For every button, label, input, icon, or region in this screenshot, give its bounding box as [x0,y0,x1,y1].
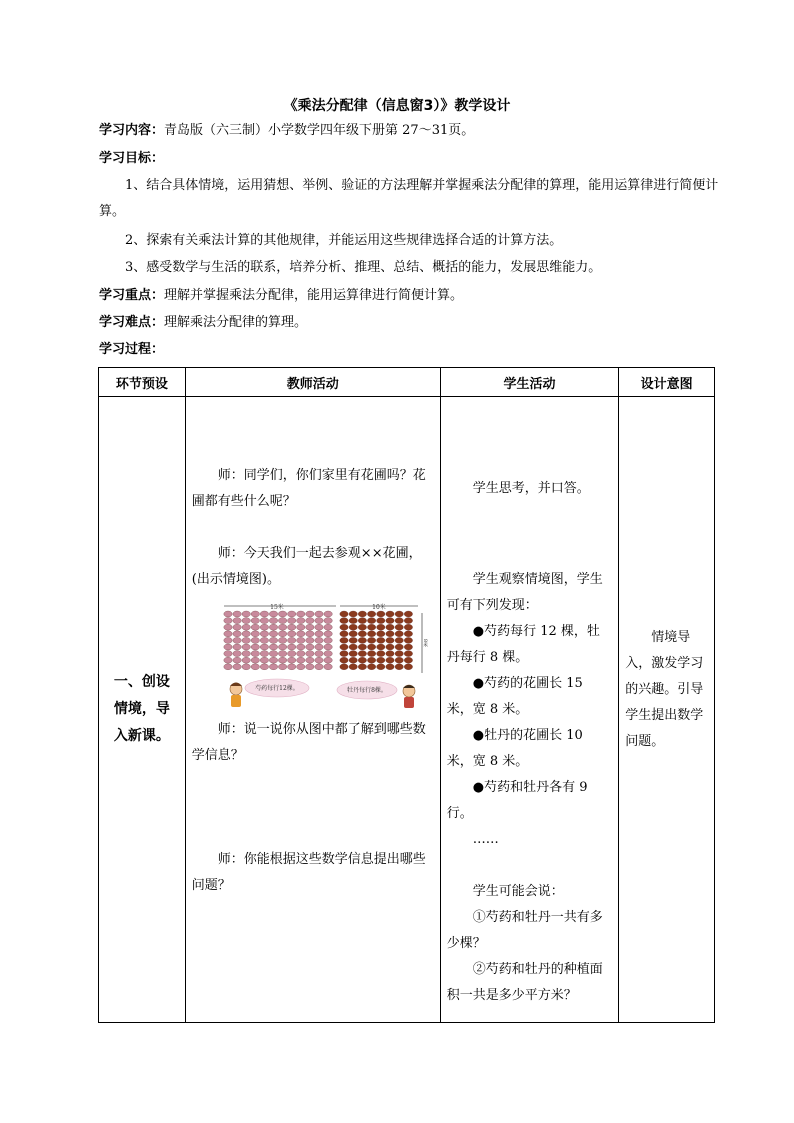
flower-mark [367,637,375,643]
flower-mark [367,657,375,663]
flower-mark [340,644,348,650]
flower-mark [315,651,323,657]
flower-mark [315,637,323,643]
flower-mark [404,618,412,624]
flower-mark [296,618,304,624]
flower-mark [349,618,357,624]
table-row [99,397,715,1023]
header-student: 学生活动 [440,368,618,397]
table-header-row [99,368,715,397]
flower-mark [324,624,332,630]
flower-mark [367,651,375,657]
flower-mark [395,611,403,617]
flower-mark [349,637,357,643]
flower-mark [278,644,286,650]
flower-mark [242,618,250,624]
flower-mark [386,657,394,663]
flower-mark [404,611,412,617]
flower-mark [251,664,259,670]
flower-mark [260,611,268,617]
flower-mark [349,651,357,657]
flower-mark [296,637,304,643]
goal-item: 2、探索有关乘法计算的其他规律，并能运用这些规律选择合适的计算方法。 [125,233,563,248]
flower-mark [260,637,268,643]
flower-mark [340,637,348,643]
flower-mark [324,657,332,663]
teacher-p1: 师：同学们，你们家里有花圃吗？花圃都有些什么呢？ [191,468,426,509]
teacher-p4: 师：你能根据这些数学信息提出哪些问题？ [191,852,426,893]
flower-mark [367,618,375,624]
flower-mark [269,644,277,650]
flower-mark [278,637,286,643]
garden-scene-image [222,601,427,709]
flower-mark [358,651,366,657]
flower-mark [395,618,403,624]
flower-mark [233,644,241,650]
difficulty-label: 学习难点： [99,315,165,330]
process-label: 学习过程： [99,342,165,357]
flower-mark [404,664,412,670]
flower-mark [376,664,384,670]
flower-mark [404,657,412,663]
flower-mark [340,651,348,657]
flower-mark [260,651,268,657]
flower-mark [386,664,394,670]
flower-mark [358,664,366,670]
flower-mark [324,631,332,637]
stage-cell: 一、创设情境，导入新课。 [99,397,186,1023]
flower-mark [260,664,268,670]
flower-mark [269,631,277,637]
flower-mark [349,657,357,663]
flower-mark [251,637,259,643]
flower-mark [349,644,357,650]
flower-mark [287,637,295,643]
flower-mark [404,651,412,657]
flower-mark [296,657,304,663]
flower-mark [242,657,250,663]
process-heading [99,337,719,363]
flower-mark [278,657,286,663]
flower-mark [278,631,286,637]
flower-mark [367,664,375,670]
flower-mark [224,637,232,643]
flower-mark [233,657,241,663]
key-point-label: 学习重点： [99,288,165,303]
flower-mark [233,611,241,617]
flower-mark [287,618,295,624]
flower-mark [376,631,384,637]
flower-mark [395,657,403,663]
boy-figure [403,685,415,708]
student-s2: 学生观察情境图，学生可有下列发现： [446,572,603,613]
girl-figure [230,683,242,708]
flower-mark [358,644,366,650]
flower-mark [251,651,259,657]
goal-item: 3、感受数学与生活的联系，培养分析、推理、总结、概括的能力，发展思维能力。 [125,260,602,275]
bubble-right-text: 牡丹每行8棵。 [346,687,387,694]
learning-content [99,118,719,144]
flower-mark [305,644,313,650]
flower-mark [233,624,241,630]
flower-mark [386,611,394,617]
flower-mark [296,644,304,650]
flower-mark [305,657,313,663]
flower-mark [349,624,357,630]
flower-mark [315,611,323,617]
flower-mark [324,664,332,670]
flower-mark [376,637,384,643]
flower-mark [269,651,277,657]
flower-mark [376,657,384,663]
header-teacher: 教师活动 [185,368,440,397]
header-intent: 设计意图 [619,368,715,397]
flower-mark [287,664,295,670]
flower-mark [349,631,357,637]
flower-mark [340,624,348,630]
flower-mark [269,611,277,617]
flower-mark [395,651,403,657]
flower-mark [315,664,323,670]
flower-mark [358,611,366,617]
lesson-table [98,367,715,1023]
flower-mark [251,624,259,630]
flower-mark [278,611,286,617]
flower-mark [260,624,268,630]
student-s3: 学生可能会说： [472,884,564,899]
peony-beds-right [340,611,413,670]
flower-mark [315,631,323,637]
flower-mark [233,631,241,637]
flower-mark [278,618,286,624]
flower-mark [278,624,286,630]
flower-mark [404,631,412,637]
flower-mark [305,624,313,630]
learning-goals-label: 学习目标： [99,151,165,166]
key-point [99,283,719,309]
flower-mark [395,631,403,637]
goal-item: 1、结合具体情境，运用猜想、举例、验证的方法理解并掌握乘法分配律的算理，能用运算律进行简便计算。 [99,178,719,219]
finding-item: ●牡丹的花圃长 10 米，宽 8 米。 [446,728,583,769]
flower-mark [287,631,295,637]
flower-mark [324,618,332,624]
flower-mark [358,637,366,643]
flower-mark [269,624,277,630]
flower-mark [376,644,384,650]
flower-mark [224,631,232,637]
flower-mark [386,644,394,650]
flower-mark [296,611,304,617]
flower-mark [340,618,348,624]
flower-mark [315,657,323,663]
flower-mark [296,631,304,637]
flower-mark [233,618,241,624]
flower-mark [340,657,348,663]
flower-mark [395,644,403,650]
flower-mark [224,624,232,630]
flower-mark [224,618,232,624]
teacher-cell [185,397,440,1023]
bubble-right-shape [337,681,397,699]
flower-mark [386,631,394,637]
flower-mark [287,624,295,630]
flower-mark [376,651,384,657]
flower-mark [340,611,348,617]
flower-mark [269,637,277,643]
flower-mark [287,651,295,657]
flower-mark [395,664,403,670]
difficulty [99,310,719,336]
flower-mark [367,624,375,630]
flower-mark [224,664,232,670]
flower-mark [287,657,295,663]
flower-mark [386,624,394,630]
question-item: ②芍药和牡丹的种植面积一共是多少平方米？ [446,962,603,1003]
flower-mark [269,664,277,670]
flower-mark [242,611,250,617]
flower-mark [233,637,241,643]
flower-mark [386,618,394,624]
flower-mark [305,618,313,624]
flower-mark [376,624,384,630]
flower-mark [269,618,277,624]
height-label: 8米 [421,638,428,648]
peony-beds-left [224,611,332,670]
flower-mark [260,644,268,650]
flower-mark [395,624,403,630]
flower-mark [358,624,366,630]
flower-mark [296,651,304,657]
flower-mark [242,624,250,630]
flower-mark [296,664,304,670]
flower-mark [251,618,259,624]
student-cell [440,397,618,1023]
question-item: ①芍药和牡丹一共有多少棵？ [446,910,603,951]
flower-mark [395,637,403,643]
flower-mark [233,664,241,670]
flower-mark [251,657,259,663]
flower-mark [305,664,313,670]
flower-mark [404,624,412,630]
flower-mark [269,657,277,663]
flower-mark [260,618,268,624]
flower-mark [260,631,268,637]
flower-mark [376,618,384,624]
flower-mark [242,664,250,670]
key-point-text: 理解并掌握乘法分配律，能用运算律进行简便计算。 [164,288,464,303]
flower-mark [305,651,313,657]
learning-content-text: 青岛版（六三制）小学数学四年级下册第 27～31页。 [164,123,475,138]
flower-mark [315,624,323,630]
flower-mark [358,631,366,637]
student-s1: 学生思考，并口答。 [472,481,590,496]
intent-cell [619,397,715,1023]
flower-mark [367,644,375,650]
flower-mark [324,611,332,617]
flower-mark [242,644,250,650]
header-stage: 环节预设 [99,368,186,397]
flower-mark [404,644,412,650]
flower-mark [224,611,232,617]
flower-mark [376,611,384,617]
finding-item: ●芍药每行 12 棵，牡丹每行 8 棵。 [446,624,600,665]
garden-scene-svg [222,601,427,709]
flower-mark [324,637,332,643]
flower-mark [349,664,357,670]
bubble-left-shape [245,679,309,697]
flower-mark [296,624,304,630]
flower-mark [324,644,332,650]
flower-mark [305,637,313,643]
flower-mark [358,618,366,624]
flower-mark [324,651,332,657]
document-title: 《乘法分配律（信息窗3）》教学设计 [283,98,511,114]
finding-item: ●芍药的花圃长 15 米，宽 8 米。 [446,676,583,717]
flower-mark [386,637,394,643]
learning-goals-heading [99,146,719,172]
finding-item: ●芍药和牡丹各有 9 行。 [446,780,588,821]
learning-content-label: 学习内容： [99,123,165,138]
flower-mark [358,657,366,663]
flower-mark [233,651,241,657]
flower-mark [224,644,232,650]
flower-mark [278,664,286,670]
teacher-p2: 师：今天我们一起去参观××花圃，(出示情境图)。 [191,546,422,587]
flower-mark [305,631,313,637]
flower-mark [251,631,259,637]
flower-mark [315,618,323,624]
flower-mark [287,644,295,650]
flower-mark [340,631,348,637]
difficulty-text: 理解乘法分配律的算理。 [164,315,308,330]
flower-mark [278,651,286,657]
ellipsis: …… [472,832,499,847]
flower-mark [242,651,250,657]
flower-mark [251,644,259,650]
flower-mark [242,631,250,637]
flower-mark [386,651,394,657]
flower-mark [315,644,323,650]
flower-mark [367,611,375,617]
flower-mark [224,657,232,663]
flower-mark [287,611,295,617]
flower-mark [367,631,375,637]
flower-mark [305,611,313,617]
flower-mark [340,664,348,670]
bubble-left-text: 芍药每行12棵。 [254,685,299,692]
flower-mark [251,611,259,617]
flower-mark [224,651,232,657]
length-label-left: 15米 [269,604,284,611]
flower-mark [242,637,250,643]
flower-mark [260,657,268,663]
teacher-p3: 师：说一说你从图中都了解到哪些数学信息？ [191,722,426,763]
flower-mark [404,637,412,643]
intent-text: 情境导入，激发学习的兴趣。引导学生提出数学问题。 [625,629,704,749]
flower-mark [349,611,357,617]
length-label-right: 10米 [371,604,386,611]
